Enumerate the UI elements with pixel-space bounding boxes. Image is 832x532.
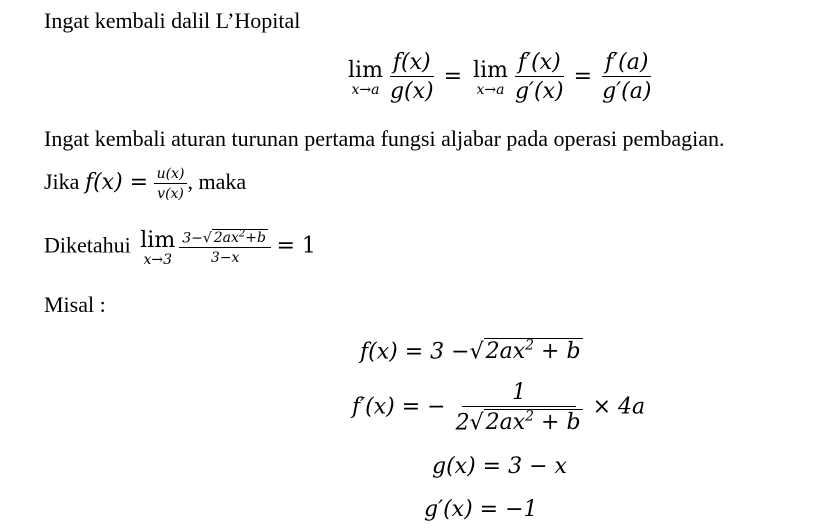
jika-line — [44, 166, 246, 202]
denominator-coef: 2 — [455, 410, 470, 436]
lim-subscript: x→a — [476, 81, 505, 98]
denominator: 3−x — [210, 250, 240, 267]
numerator: 3−√ $2ax^2+b$ — [179, 229, 271, 249]
eq-fprime-rhs: × 4a — [592, 394, 646, 420]
radicand-tail: + b — [534, 339, 581, 365]
jika-lhs: f(x) = — [84, 170, 149, 196]
denominator: g(x) — [389, 79, 434, 104]
fraction-3 — [599, 50, 654, 104]
denominator: g′(x) — [514, 79, 564, 104]
lim-label: lim — [140, 228, 176, 253]
jika-label: Jika — [44, 169, 80, 195]
fraction-1 — [387, 50, 437, 104]
numerator: 1 — [462, 380, 576, 407]
radicand: 2ax — [213, 230, 239, 247]
eq-f-lhs: f(x) = 3 − — [360, 339, 470, 365]
diketahui-line — [44, 228, 316, 267]
limit-1 — [348, 58, 383, 97]
diketahui-limit — [140, 228, 175, 267]
eq-fprime-lhs: f′(x) = − — [352, 394, 446, 420]
eq-fprime — [352, 380, 645, 435]
denominator: $2√2ax^2 + b$ — [455, 409, 581, 436]
lim-subscript: x→a — [351, 81, 380, 98]
jika-suffix: , maka — [187, 169, 247, 195]
jika-fraction — [154, 166, 188, 202]
sqrt-radicand — [484, 409, 583, 435]
radicand: 2ax — [485, 339, 526, 365]
numerator: f′(a) — [602, 50, 651, 77]
eq-gprime: g′(x) = −1 — [424, 497, 538, 522]
diketahui-label: Diketahui — [44, 232, 131, 258]
eq-g: g(x) = 3 − x — [432, 454, 567, 479]
numerator: u(x) — [154, 166, 188, 184]
exponent: 2 — [238, 228, 246, 240]
intro-lhopital: Ingat kembali dalil L’Hopital — [44, 8, 301, 33]
eq-f: $f(x) = 3 -√2ax^2 + b$ — [360, 338, 581, 365]
denominator: g′(a) — [602, 79, 652, 104]
intro-derivative: Ingat kembali aturan turunan pertama fungsi aljabar pada operasi pembagian. — [44, 126, 725, 151]
sqrt-radicand — [484, 338, 583, 364]
numerator: f(x) — [390, 50, 434, 77]
denominator: v(x) — [157, 186, 184, 202]
eq-fprime-fraction — [453, 380, 586, 435]
fraction-2 — [512, 50, 567, 104]
diketahui-fraction — [179, 229, 271, 267]
radicand-tail: + b — [534, 410, 581, 436]
lim-label: lim — [473, 57, 508, 83]
numerator: f′(x) — [515, 50, 564, 77]
sqrt-radicand — [212, 229, 268, 246]
radicand-tail: +b — [245, 230, 266, 247]
radicand: 2ax — [485, 410, 526, 436]
misal-label: Misal : — [44, 292, 106, 317]
lim-label: lim — [348, 57, 383, 83]
equals-sign: = — [573, 64, 593, 89]
exponent: 2 — [525, 338, 535, 354]
numerator-const: 3− — [182, 230, 203, 247]
equals-sign: = — [443, 64, 463, 89]
lim-subscript: x→3 — [143, 252, 172, 268]
lhopital-formula — [344, 50, 654, 104]
diketahui-rhs: = 1 — [276, 233, 316, 259]
limit-2 — [473, 58, 508, 97]
exponent: 2 — [525, 409, 535, 425]
